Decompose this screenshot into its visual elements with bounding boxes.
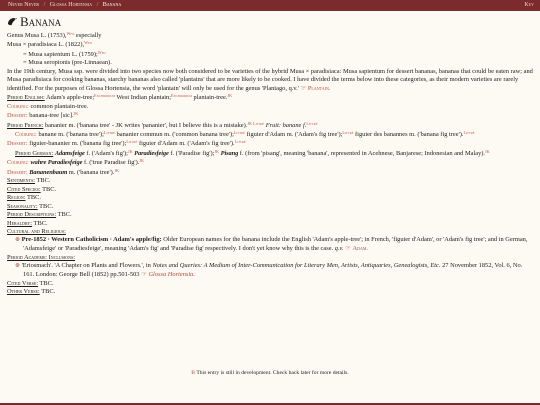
plantain-link[interactable]: Plantain. [307, 84, 331, 92]
key-link[interactable]: Key [524, 2, 534, 8]
french-cooking: Cooking: banane m. ('banana tree');$^{Littré}$ bananier commun m. ('common banana tree');$^{Littré}$ figuier d'Adam m. ('Adam's fig tree');$^{Littré}$ figuier des banannes m. ('banana fig tree').$^{Littré}$ [15, 129, 475, 138]
breadcrumb-separator: / [43, 2, 46, 8]
breadcrumb [8, 0, 121, 11]
english-cooking: Cooking: common plantain-tree. [7, 102, 89, 110]
intro-paragraph: In the 19th century, Musa ssp. were divided into two species now both considered to be varieties of the hybrid Musa × paradisiaca: Musa sapientum for dessert bananas, bananas that could be eaten raw; and Musa paradisiaca for cooking bananas, starchy bananas also called 'plantains' that are more likely to be cooked. I have divided the terms below into these categories, as their modern varieties are rarely identified. For the purposes of Glossa Hortensia, the word 'plantain' will only be used for the genus 'Plantago, q.v.' ☞ Plantain. [7, 67, 533, 92]
breadcrumb-current: Banana [102, 2, 122, 8]
seasonality: Seasonality: TBC. [7, 202, 54, 210]
period-german: Period German: Adamsfeige f. ('Adam's fig');$^{JK}$ Paradiesfeige f. ('Paradise fig');$^{JK}$ Pisang f. (from 'pisang', meaning 'banana', represented in Acehnese, Banjarese; Indonesian and Malay).$^{JK}$ [15, 148, 490, 157]
german-cooking: Cooking: wahre Paradiesfeige f. ('true Paradise fig').$^{JK}$ [7, 158, 144, 167]
french-dessert: Dessert: figuier-bananier m. ('banana fig tree');$^{Littré}$ figuier d'Adam m. ('Adam's fig tree').$^{Littré}$ [7, 139, 246, 148]
adam-link[interactable]: Adam. [352, 245, 368, 253]
period-french: Period French: bananier m. ('banana tree' - JK writes 'pananier', but I believe this is a mistake).$^{JK Littré}$ Fruit: banane f.$^{Littré}$ [7, 120, 318, 129]
development-notice: B This entry is still in development. Check back later for more details. [191, 370, 349, 376]
period-descriptions: Period Descriptions: TBC. [7, 211, 72, 219]
page-title-text: Banana [20, 14, 62, 29]
cultural-religious: Cultural and Religious: [7, 227, 66, 235]
academic-inclusions: Period Academic Inclusions: [7, 253, 76, 261]
other-verse: Other Verse: TBC. [7, 288, 56, 296]
entry-content [7, 13, 533, 297]
inclusion-item: ⊛ 'Eriosmach'. 'A Chapter on Plants and Flowers.', in Notes and Queries: A Medium of Inter-Communication for Literary Men, Artists, Antiquaries, Genealogists, Etc. 27 November 1852, Vol. 6, No. 161. London: George Bell (1852) pp.501-503 ☞ Glossa Hortensia. [15, 262, 523, 279]
notice-marker: B [191, 370, 196, 376]
english-dessert: Dessert: banana-tree [sic].$^{JK}$ [7, 111, 79, 120]
bullet-icon: ⊛ [15, 237, 21, 244]
genus-line-3: = Musa sapientum L. (1759);$^{Wfo}$ [23, 49, 106, 58]
region: Region: TBC. [7, 194, 41, 202]
breadcrumb-never-never[interactable]: Never Never [8, 2, 40, 8]
top-navigation-bar [0, 0, 540, 11]
genus-line-4: = Musa seropionis (pre-Linnaean). [23, 59, 112, 67]
banana-emblem-icon [7, 16, 18, 27]
period-english: Period English: Adam's apple-tree;$^{Enchiridium}$ West Indian plantain;$^{Enchiridium}$ plantain-tree.$^{JK}$ [7, 93, 233, 102]
sentiments: Sentiments: TBC. [7, 177, 51, 185]
glossa-hortensia-link[interactable]: Glossa Hortensia. [148, 271, 195, 279]
breadcrumb-separator: / [96, 2, 99, 8]
heraldry: Heraldry: TBC. [7, 219, 48, 227]
breadcrumb-glossa-hortensia[interactable]: Glossa Hortensia [49, 2, 93, 8]
german-dessert: Dessert: Bananenbaum m. ('banana tree').$^{JK}$ [7, 167, 120, 176]
bullet-icon: ⊛ [15, 263, 21, 270]
cited-species: Cited Species: TBC. [7, 185, 57, 193]
genus-line-2: Musa × paradisiaca L. (1822),$^{Wfo}$ [7, 40, 92, 49]
page-title [7, 13, 533, 30]
cited-verse: Cited Verse: TBC. [7, 279, 54, 287]
genus-line-1: Genus Musa L. (1753),$^{Wfo}$ especially [7, 31, 102, 39]
cultural-item: ⊛ Pre-1852 · Western Catholicism · Adam's apple/fig: Older European names for the banana include the English 'Adam's apple-tree'; in French, 'figuier d'Adam', or 'Adam's fig tree'; and in German, 'Adamsfeige' or 'Paradiesfeige', meaning 'Adam's fig' and 'Paradise fig' respectively. I don't yet know why this is the case. q.v. ☞ Adam. [15, 236, 528, 253]
